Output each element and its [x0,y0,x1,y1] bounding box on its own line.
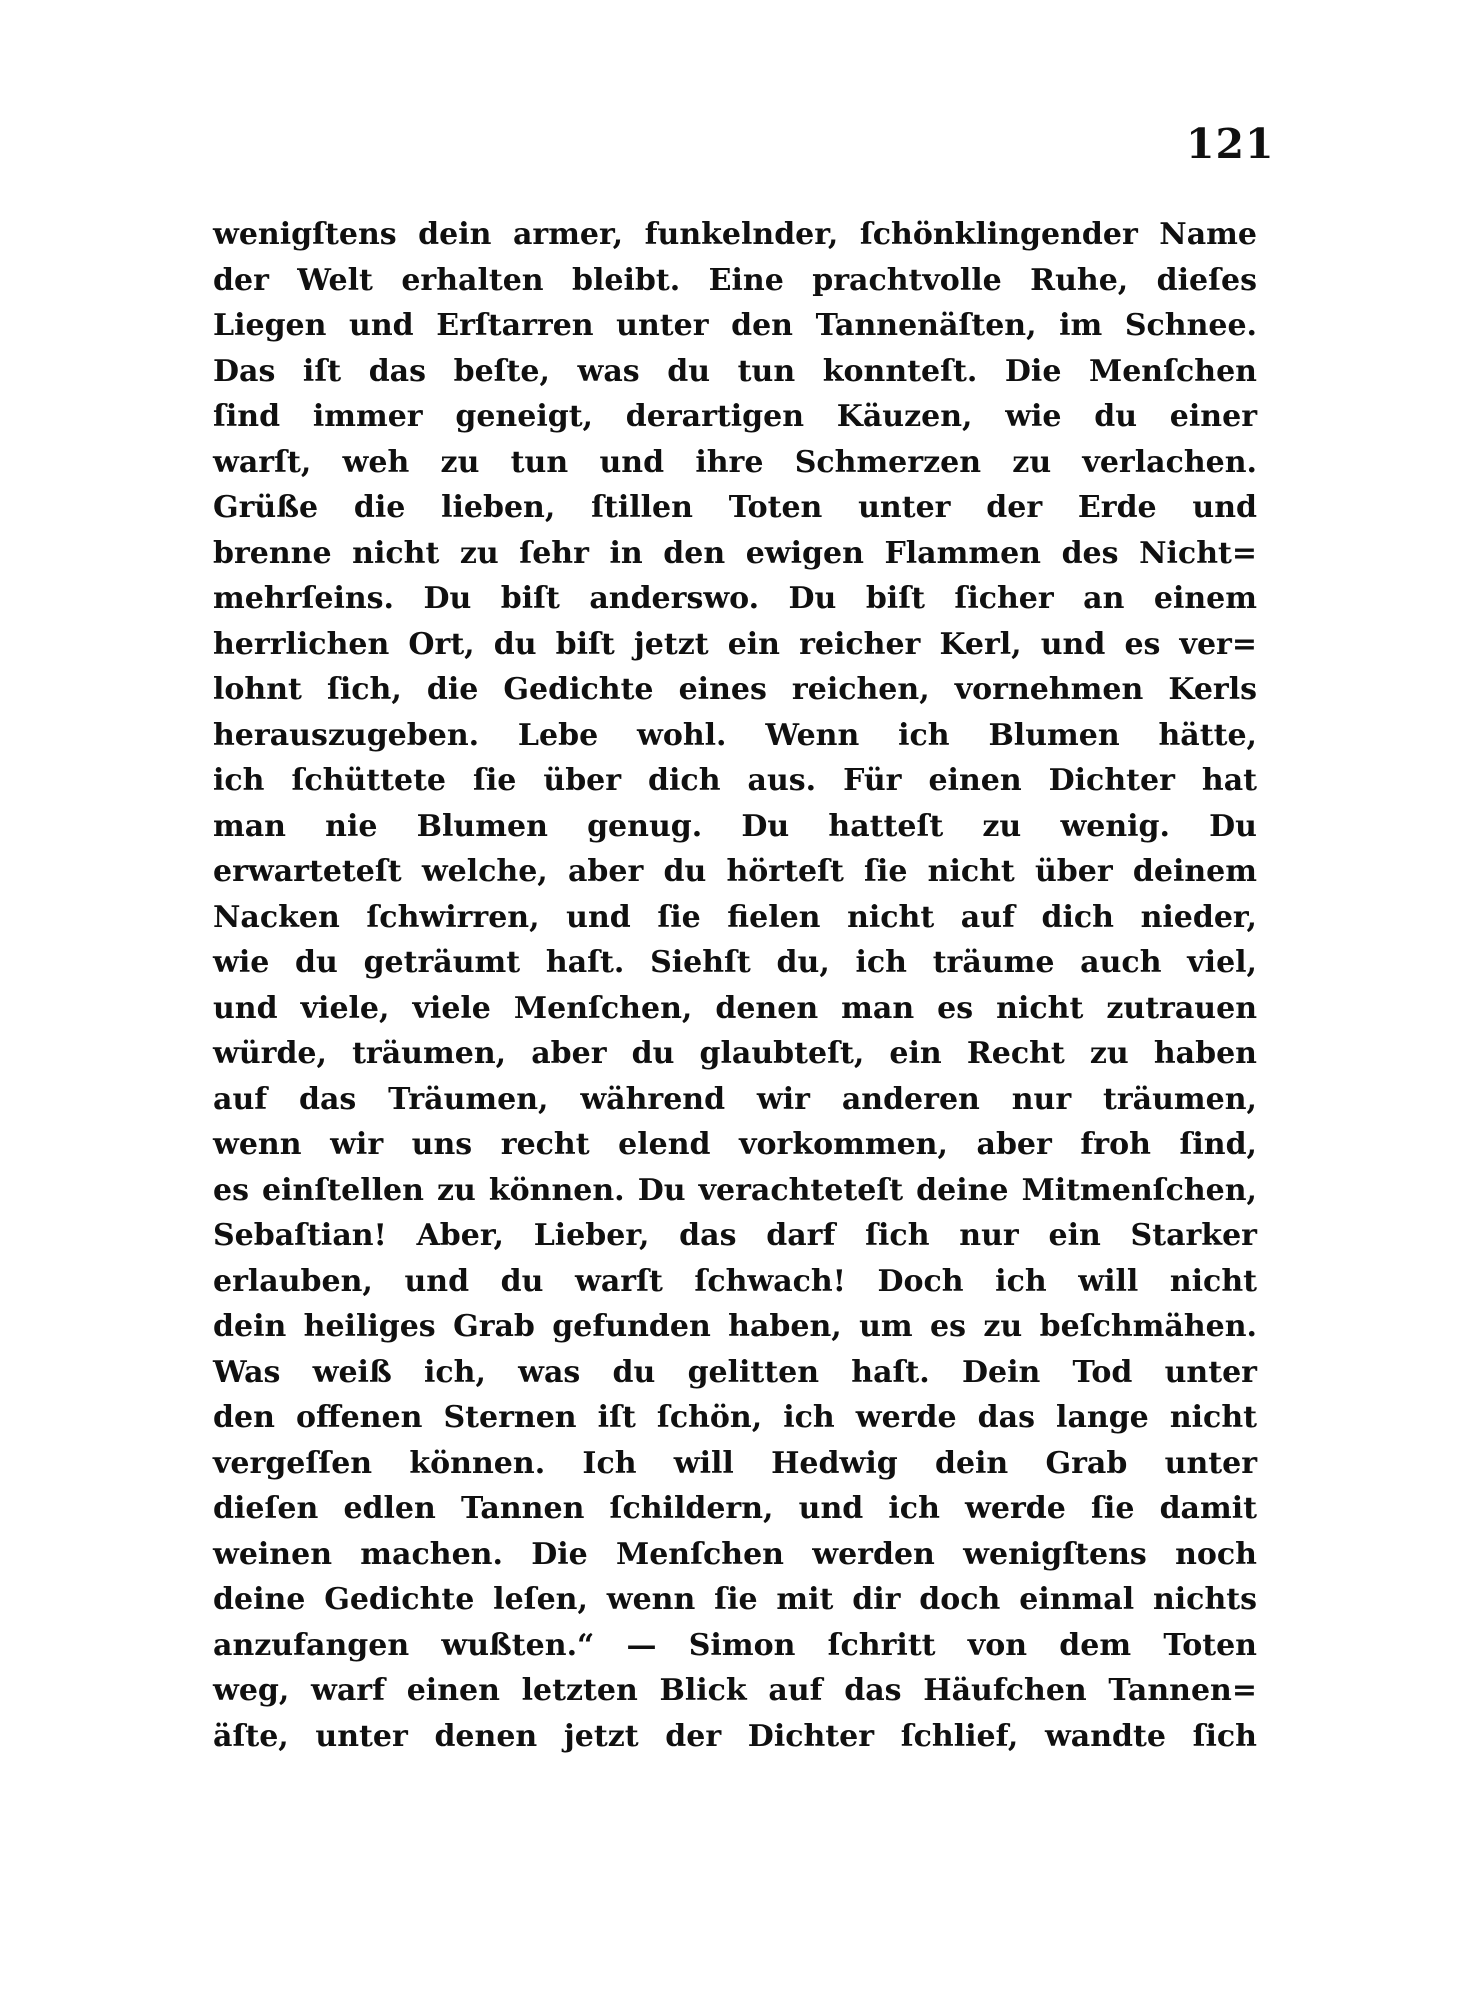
text-line: würde, träumen, aber du glaubteſt, ein Recht zu haben [213,1036,1257,1071]
text-line: lohnt ſich, die Gedichte eines reichen, vornehmen Kerls [213,672,1257,707]
text-line: den offenen Sternen iſt ſchön, ich werde das lange nicht [213,1400,1257,1435]
text-line: Sebaſtian! Aber, Lieber, das darf ſich nur ein Starker [213,1218,1257,1253]
text-line: Was weiß ich, was du gelitten haſt. Dein Tod unter [213,1354,1257,1390]
text-line: Liegen und Erſtarren unter den Tannenäſten, im Schnee. [213,308,1257,343]
text-line: dein heiliges Grab gefunden haben, um es zu beſchmähen. [213,1309,1257,1344]
text-line: weg, warf einen letzten Blick auf das Häufchen Tannen= [213,1673,1257,1708]
text-line: Nacken ſchwirren, und ſie fielen nicht auf dich nieder, [213,899,1257,935]
text-line: vergeſſen können. Ich will Hedwig dein Grab unter [213,1445,1257,1481]
text-line: mehrſeins. Du biſt anderswo. Du biſt ſicher an einem [213,581,1257,616]
text-line: erlauben, und du warſt ſchwach! Doch ich will nicht [213,1263,1257,1299]
text-line: wenn wir uns recht elend vorkommen, aber froh ſind, [213,1127,1257,1162]
text-line: deine Gedichte leſen, wenn ſie mit dir doch einmal nichts [213,1582,1257,1617]
text-line: wie du geträumt haſt. Siehſt du, ich träume auch viel, [213,945,1257,980]
text-line: auf das Träumen, während wir anderen nur träumen, [213,1081,1257,1117]
text-line: ſind immer geneigt, derartigen Käuzen, wie du einer [213,399,1257,434]
text-line: anzufangen wußten.“ — Simon ſchritt von dem Toten [213,1627,1257,1663]
text-line: warſt, weh zu tun und ihre Schmerzen zu verlachen. [213,444,1257,480]
text-block [213,212,1257,1759]
text-line: ich ſchüttete ſie über dich aus. Für einen Dichter hat [213,763,1257,798]
text-line: man nie Blumen genug. Du hatteſt zu wenig. Du [213,808,1257,844]
text-line: Das iſt das beſte, was du tun konnteſt. Die Menſchen [213,353,1257,389]
text-line: herauszugeben. Lebe wohl. Wenn ich Blumen hätte, [213,717,1257,753]
text-line: herrlichen Ort, du biſt jetzt ein reicher Kerl, und es ver= [213,626,1257,662]
text-line: der Welt erhalten bleibt. Eine prachtvolle Ruhe, dieſes [213,262,1257,298]
text-line: weinen machen. Die Menſchen werden wenigſtens noch [213,1536,1257,1572]
text-line: dieſen edlen Tannen ſchildern, und ich werde ſie damit [213,1491,1257,1526]
text-line: äſte, unter denen jetzt der Dichter ſchlief, wandte ſich [213,1718,1257,1754]
text-line: es einſtellen zu können. Du verachteteſt deine Mitmenſchen, [213,1172,1257,1208]
text-line: brenne nicht zu ſehr in den ewigen Flammen des Nicht= [213,535,1257,571]
text-line: Grüße die lieben, ſtillen Toten unter der Erde und [213,490,1257,525]
page-number: 121 [1186,120,1275,168]
text-line: und viele, viele Menſchen, denen man es nicht zutrauen [213,990,1257,1026]
text-line: erwarteteſt welche, aber du hörteſt ſie nicht über deinem [213,854,1257,889]
text-line: wenigſtens dein armer, funkelnder, ſchönklingender Name [213,217,1257,252]
